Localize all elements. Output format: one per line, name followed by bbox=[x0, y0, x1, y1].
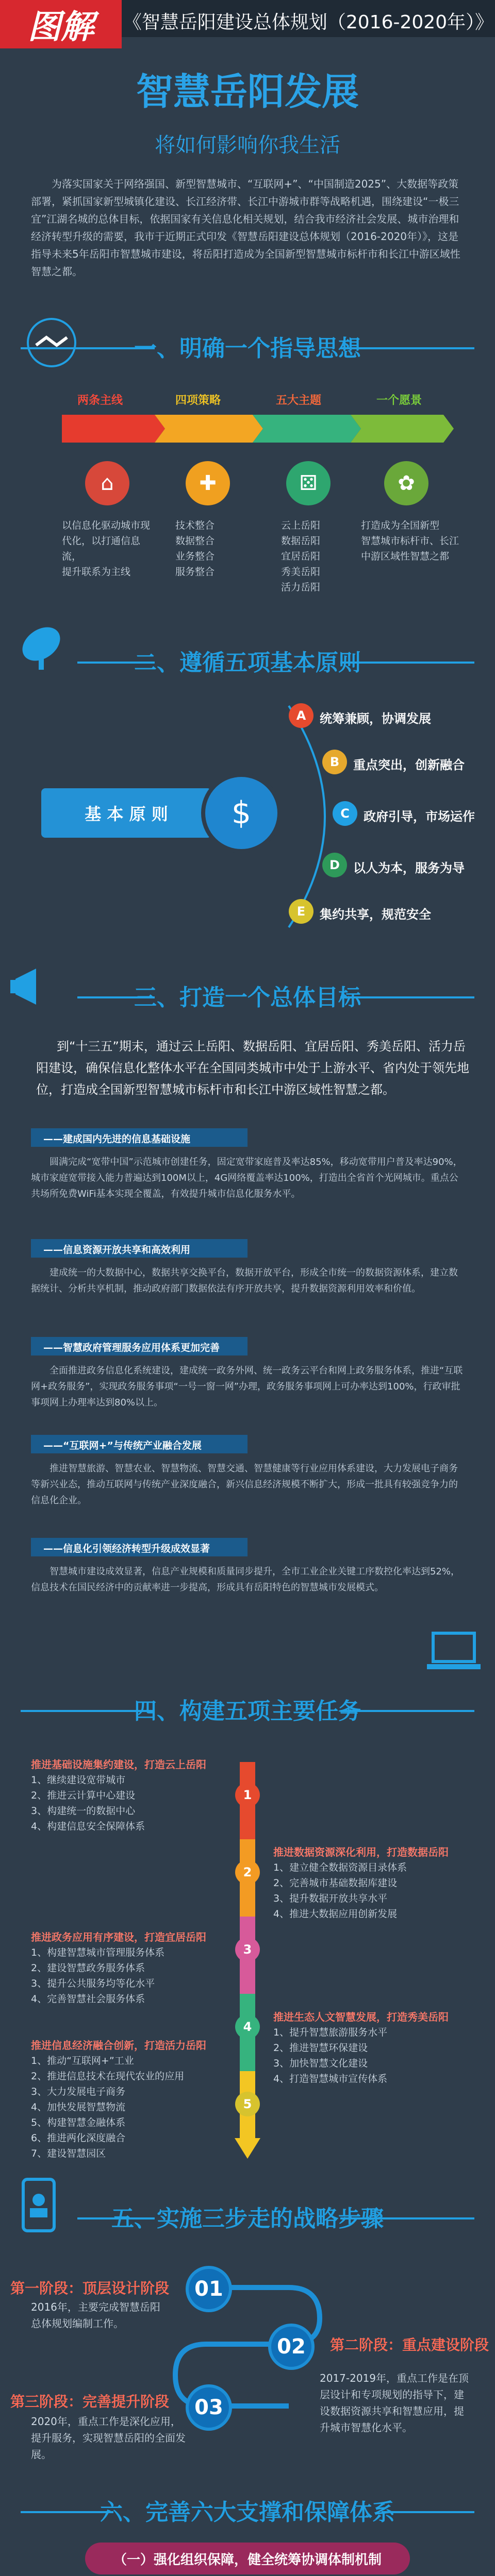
section3-header bbox=[0, 974, 495, 1020]
section6-title: 六、完善六大支撑和保障体系 bbox=[100, 2499, 395, 2526]
step-2-marker: 02 bbox=[268, 2324, 315, 2370]
task-2: 推进数据资源深化利用，打造数据岳阳 1、建立健全数据资源目录体系 2、完善城市基础数据库建设 3、提升数据开放共享水平 4、推进大数据应用创新发展 bbox=[273, 1846, 449, 1920]
item1-desc: 以信息化驱动城市现 代化，以打通信息流， 提升联系为主线 bbox=[62, 520, 151, 578]
item2-desc: 技术整合 数据整合 业务整合 服务整合 bbox=[175, 520, 215, 578]
tag-four-strategies: 四项策略 bbox=[175, 394, 221, 407]
task-marker-3: 3 bbox=[235, 1937, 260, 1962]
goal-block-4-title: ——“互联网+”与传统产业融合发展 bbox=[31, 1435, 464, 1453]
task-3: 推进政务应用有序建设，打造宜居岳阳 1、构建智慧城市管理服务体系 2、建设智慧政务服务体系 3、提升公共服务均等化水平 4、完善智慧社会服务体系 bbox=[31, 1931, 206, 2005]
task-marker-5: 5 bbox=[235, 2092, 260, 2116]
step-1-desc: 2016年，主要完成智慧岳阳 总体规划编制工作。 bbox=[31, 2301, 160, 2330]
money-bag-icon: $ bbox=[201, 773, 282, 853]
principle-c: 政府引导，市场运作 bbox=[364, 809, 475, 824]
step-2-desc: 2017-2019年，重点工作是在顶 层设计和专项规划的指导下，建 设数据资源共享和智慧应用，提 升城市智慧化水平。 bbox=[320, 2372, 469, 2434]
section2-title: 二、遵循五项基本原则 bbox=[134, 650, 361, 676]
laptop-icon bbox=[423, 1623, 485, 1680]
goal-block-5-title: ——信息化引领经济转型升级成效显著 bbox=[31, 1538, 464, 1556]
section5-header bbox=[0, 2195, 495, 2241]
home-icon: ⌂ bbox=[85, 461, 129, 505]
page-subtitle: 将如何影响你我生活 bbox=[155, 133, 340, 157]
section4-title: 四、构建五项主要任务 bbox=[134, 1698, 361, 1724]
section1-title: 一、明确一个指导思想 bbox=[134, 335, 361, 362]
support-item-1: （一）强化组织保障，健全统筹协调体制机制 bbox=[85, 2543, 410, 2574]
step-1-marker: 01 bbox=[186, 2266, 232, 2312]
goal-block-3-title: ——智慧政府管理服务应用体系更加完善 bbox=[31, 1337, 464, 1355]
page-title: 智慧岳阳发展 bbox=[136, 70, 359, 113]
section4-header bbox=[0, 1687, 495, 1734]
section5-title: 五、实施三步走的战略步骤 bbox=[111, 2206, 384, 2232]
section6-header bbox=[0, 2488, 495, 2535]
goal-text: 到“十三五”期末，通过云上岳阳、数据岳阳、宜居岳阳、秀美岳阳、活力岳阳建设，确保信息化整体水平在全国同类城市中处于上游水平、省内处于领先地位，打造成全国新型智慧城市标杆市和长江中游区域性智慧之都。 bbox=[36, 1039, 469, 1097]
tag-five-themes: 五大主题 bbox=[276, 394, 322, 407]
task-5: 推进信息经济融合创新，打造活力岳阳 1、推动“互联网+”工业 2、推进信息技术在现代农业的应用 3、大力发展电子商务 4、加快发展智慧物流 5、构建智慧金融体系 6、推进两化深度融合 7、建设智慧园区 bbox=[31, 2039, 206, 2159]
task-marker-2: 2 bbox=[235, 1860, 260, 1885]
section3-title: 三、打造一个总体目标 bbox=[134, 985, 361, 1011]
item3-desc: 云上岳阳 数据岳阳 宜居岳阳 秀美岳阳 活力岳阳 bbox=[281, 520, 321, 593]
step-3-marker: 03 bbox=[186, 2384, 232, 2431]
section2-header bbox=[0, 639, 495, 685]
principle-e: 集约共享，规范安全 bbox=[320, 907, 431, 922]
goal-block-2-text: 建成统一的大数据中心，数据共享交换平台，数据开放平台，形成全市统一的数据资源体系，建立数据统计、分析共享机制，推动政府部门数据依法有序开放共享，提升数据资源利用效率和价值。 bbox=[31, 1267, 458, 1294]
goal-block-4-text: 推进智慧旅游、智慧农业、智慧物流、智慧交通、智慧健康等行业应用体系建设，大力发展电子商务等新兴业态，推动互联网与传统产业深度融合，新兴信息经济规模不断扩大，形成一批具有较强竞争力的信息化企业。 bbox=[31, 1463, 458, 1506]
handshake-icon bbox=[21, 314, 82, 371]
task-4: 推进生态人文智慧发展，打造秀美岳阳 1、提升智慧旅游服务水平 2、推进智慧环保建设 3、加快智慧文化建设 4、打造智慧城市宣传体系 bbox=[273, 2011, 449, 2084]
tag-two-lines: 两条主线 bbox=[77, 394, 123, 407]
header-tag: 图解 bbox=[0, 0, 122, 48]
goal-block-2-title: ——信息资源开放共享和高效利用 bbox=[31, 1239, 464, 1258]
intro-paragraph: 为落实国家关于网络强国、新型智慧城市、“互联网+”、“中国制造2025”、大数据等政策部署，紧抓国家新型城镇化建设、长江经济带、长江中游城市群等战略机遇，围绕建设“一极三宜”江湖名城的总体目标，依据国家有关信息化相关规划，结合我市经济社会发展、城市治理和经济转型升级的需要，我市于近期正式印发《智慧岳阳建设总体规划（2016-2020年）》，这是指导未来5年岳阳市智慧城市建设，将岳阳打造成为全国新型智慧城市标杆市和长江中游区域性智慧之都。 bbox=[31, 178, 460, 278]
step-3-title: 第三阶段：完善提升阶段 bbox=[10, 2393, 170, 2410]
principles-center-label: 基 本 原 则 bbox=[41, 788, 211, 838]
tag-one-vision: 一个愿景 bbox=[376, 394, 422, 407]
principle-b-marker: B bbox=[322, 750, 347, 774]
principle-c-marker: C bbox=[333, 801, 357, 826]
step-1-title: 第一阶段：顶层设计阶段 bbox=[10, 2280, 170, 2297]
principle-a-marker: A bbox=[289, 703, 314, 728]
item4-desc: 打造成为全国新型 智慧城市标杆市、长江 中游区域性智慧之都 bbox=[361, 520, 459, 562]
gamepad-icon: ✚ bbox=[186, 461, 230, 505]
dice-icon: ⚄ bbox=[286, 461, 331, 505]
principle-e-marker: E bbox=[289, 899, 314, 924]
goal-block-3-text: 全面推进政务信息化系统建设，建成统一政务外网、统一政务云平台和网上政务服务体系，推进“互联网+政务服务”，实现政务服务事项“一号一窗一网”办理，政务服务事项网上可办率达到100%，行政审批事项网上办理率达到80%以上。 bbox=[31, 1365, 463, 1408]
principle-a: 统筹兼顾，协调发展 bbox=[320, 711, 431, 726]
principle-timeline bbox=[62, 415, 454, 443]
palette-icon: ✿ bbox=[384, 461, 428, 505]
step-2-title: 第二阶段：重点建设阶段 bbox=[330, 2336, 489, 2353]
task-marker-1: 1 bbox=[235, 1783, 260, 1807]
principle-d-marker: D bbox=[322, 853, 347, 877]
task-marker-4: 4 bbox=[235, 2014, 260, 2039]
principle-b: 重点突出，创新融合 bbox=[353, 758, 465, 772]
task-1: 推进基础设施集约建设，打造云上岳阳 1、继续建设宽带城市 2、推进云计算中心建设 3、构建统一的数据中心 4、构建信息安全保障体系 bbox=[31, 1758, 206, 1832]
goal-block-1-text: 圆满完成“宽带中国”示范城市创建任务，固定宽带家庭普及率达85%，移动宽带用户普及率达90%，城市家庭宽带接入能力普遍达到100M以上，4G网络覆盖率达100%，打造出全省首个光网城市。重点公共场所免费WiFi基本实现全覆盖，有效提升城市信息化服务水平。 bbox=[31, 1157, 463, 1199]
goal-block-5-text: 智慧城市建设成效显著，信息产业规模和质量同步提升，全市工业企业关键工序数控化率达到52%，信息技术在国民经济中的贡献率进一步提高，形成具有岳阳特色的智慧城市发展模式。 bbox=[31, 1566, 460, 1593]
header-title: 《智慧岳阳建设总体规划（2016-2020年）》 bbox=[123, 11, 494, 33]
step-3-desc: 2020年，重点工作是深化应用， 提升服务，实现智慧岳阳的全面发展。 bbox=[31, 2415, 186, 2461]
goal-block-1-title: ——建成国内先进的信息基础设施 bbox=[31, 1128, 464, 1147]
principle-d: 以人为本，服务为导 bbox=[353, 861, 465, 875]
